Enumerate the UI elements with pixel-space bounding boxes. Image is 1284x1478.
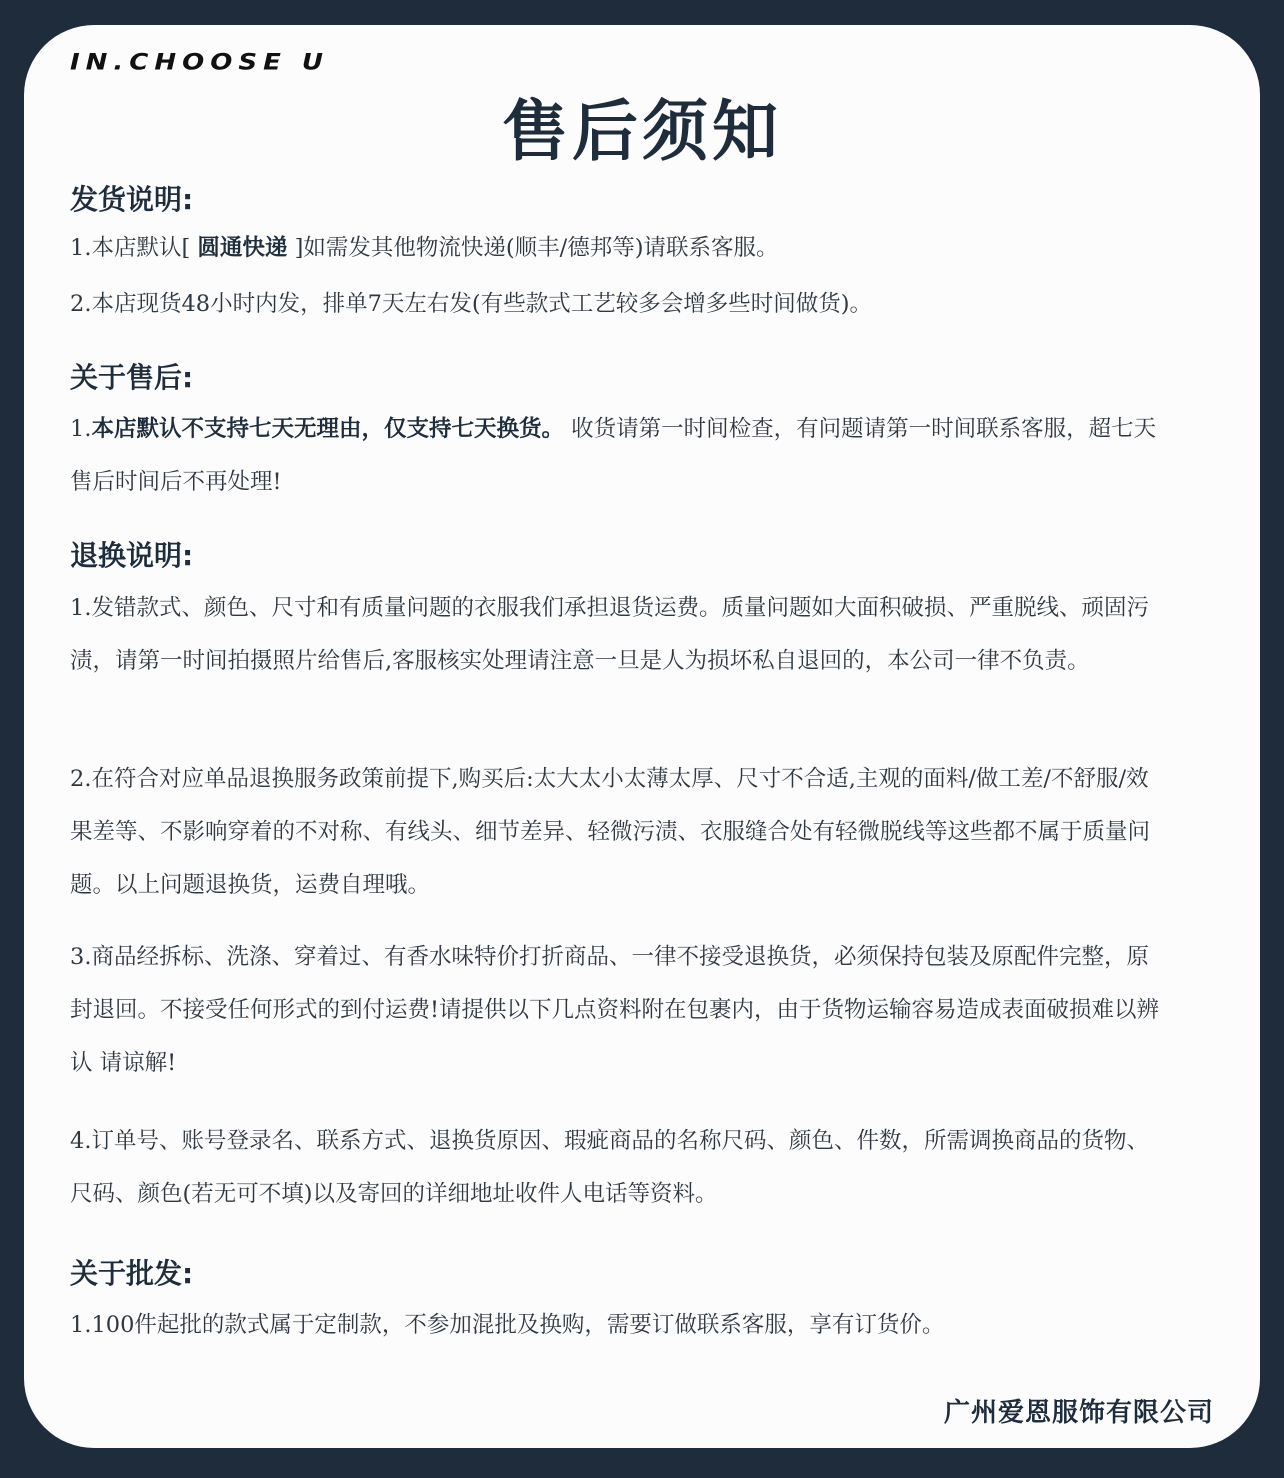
item-text: 收货请第一时间检查，有问题请第一时间联系客服，超七天售后时间后不再处理!: [70, 416, 1157, 495]
after-sales-item-1: [70, 403, 1160, 509]
returns-item-3: 3.商品经拆标、洗涤、穿着过、有香水味特价打折商品、一律不接受退换货，必须保持包装及原配件完整，原封退回。不接受任何形式的到付运费!请提供以下几点资料附在包裹内，由于货物运输容易造成表面破损难以辨认 请谅解!: [70, 944, 1160, 1076]
page-title: 售后须知: [502, 92, 782, 170]
policy-highlight: 本店默认不支持七天无理由，仅支持七天换货。: [91, 416, 564, 442]
shipping-item-2: 2.本店现货48小时内发，排单7天左右发(有些款式工艺较多会增多些时间做货)。: [70, 291, 872, 317]
returns-item-2: 2.在符合对应单品退换服务政策前提下,购买后:太大太小太薄太厚、尺寸不合适,主观的面料/做工差/不舒服/效果差等、不影响穿着的不对称、有线头、细节差异、轻微污渍、衣服缝合处有轻微脱线等这些都不属于质量问题。以上问题退换货，运费自理哦。: [70, 766, 1151, 898]
courier-name: 圆通快递: [197, 235, 288, 261]
returns-item-1: 1.发错款式、颜色、尺寸和有质量问题的衣服我们承担退货运费。质量问题如大面积破损、严重脱线、顽固污渍，请第一时间拍摄照片给售后,客服核实处理请注意一旦是人为损坏私自退回的，本公司一律不负责。: [70, 595, 1149, 674]
wholesale-item-1: 1.100件起批的款式属于定制款，不参加混批及换购，需要订做联系客服，享有订货价。: [70, 1312, 945, 1338]
section-heading-wholesale: 关于批发:: [70, 1257, 194, 1290]
section-heading-after-sales: 关于售后:: [70, 361, 194, 394]
brand-logo: IN.CHOOSE U: [70, 50, 330, 76]
section-heading-shipping: 发货说明:: [70, 183, 194, 216]
returns-item-4: 4.订单号、账号登录名、联系方式、退换货原因、瑕疵商品的名称尺码、颜色、件数，所需调换商品的货物、尺码、颜色(若无可不填)以及寄回的详细地址收件人电话等资料。: [70, 1128, 1149, 1207]
shipping-item-1: [70, 222, 1160, 275]
item-text: 1.本店默认[: [70, 235, 198, 261]
company-name: 广州爱恩服饰有限公司: [943, 1398, 1214, 1428]
item-text: 1.: [70, 416, 92, 442]
item-text: ]如需发其他物流快递(顺丰/德邦等)请联系客服。: [287, 235, 779, 261]
section-heading-returns: 退换说明:: [70, 539, 194, 572]
